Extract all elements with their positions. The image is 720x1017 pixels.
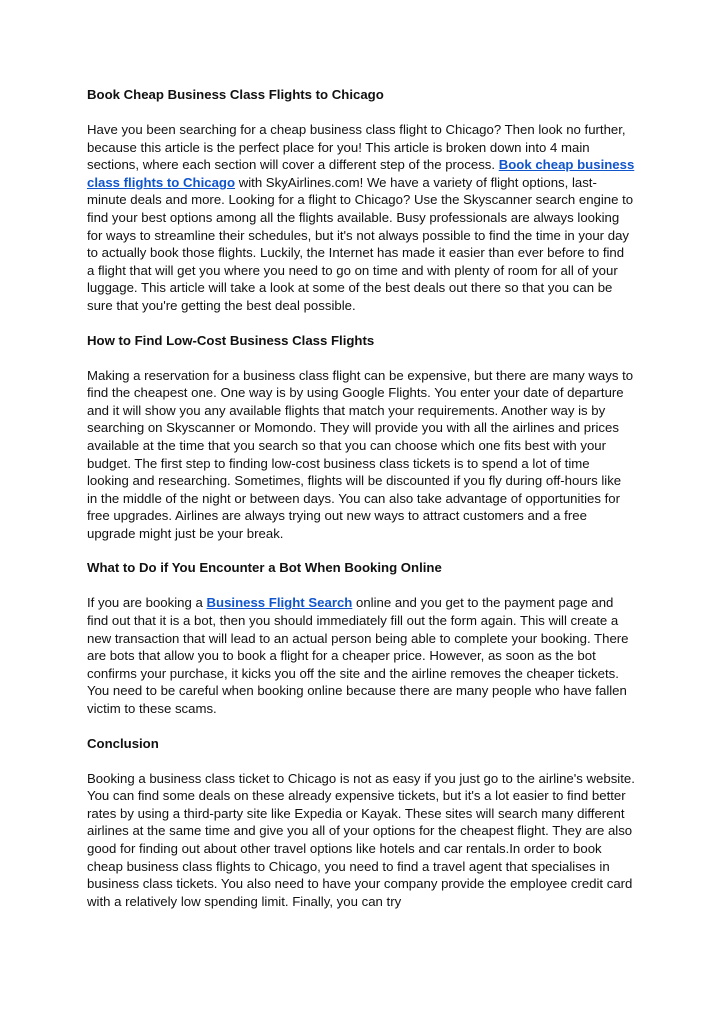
intro-paragraph [87, 121, 635, 315]
conclusion-heading: Conclusion [87, 735, 159, 751]
lowcost-heading: How to Find Low-Cost Business Class Flights [87, 332, 375, 348]
intro-text-2: with SkyAirlines.com! We have a variety of flight options, last-minute deals and more. Looking for a flight to Chicago? Use the Skyscanner search engine to find your best options among all the flights available. Busy professionals are always looking for ways to streamline their schedules, but it's not always possible to find the time in your day to actually book those flights. Luckily, the Internet has made it easier than ever before to find a flight that will get you where you need to go on time and with plenty of room for all of your luggage. This article will take a look at some of the best deals out there so that you can be sure that you're getting the best deal possible. [87, 174, 634, 313]
lowcost-paragraph: Making a reservation for a business class flight can be expensive, but there are many ways to find the cheapest one. One way is by using Google Flights. You enter your date of departure and it will show you any available flights that match your requirements. Another way is by searching on Skyscanner or Momondo. They will provide you with all the airlines and prices available at the time that you search so that you can choose which one fits best with your budget. The first step to finding low-cost business class tickets is to spend a lot of time looking and researching. Sometimes, flights will be discounted if you fly during off-hours like in the middle of the night or between days. You can also take advantage of opportunities for free upgrades. Airlines are always trying out new ways to attract customers and a free upgrade might just be your break. [87, 367, 634, 541]
book-cheap-flights-link[interactable]: Book cheap business class flights to Chicago [87, 157, 635, 190]
business-flight-search-link[interactable]: Business Flight Search [206, 595, 353, 611]
intro-text-1: Have you been searching for a cheap business class flight to Chicago? Then look no further, because this article is the perfect place for you! This article is broken down into 4 main sections, where each section will cover a different step of the process. [87, 122, 626, 173]
conclusion-paragraph: Booking a business class ticket to Chicago is not as easy if you just go to the airline's website. You can find some deals on these already expensive tickets, but it's a lot easier to find better rates by using a third-party site like Expedia or Kayak. These sites will search many different airlines at the same time and give you all of your options for the cheapest flight. They are also good for finding out about other travel options like hotels and car rentals.In order to book cheap business class flights to Chicago, you need to find a travel agent that specialises in business class tickets. You also need to have your company provide the employee credit card with a relatively low spending limit. Finally, you can try [87, 770, 635, 909]
document-page [87, 86, 635, 927]
bot-heading: What to Do if You Encounter a Bot When Booking Online [87, 560, 442, 576]
bot-paragraph [87, 594, 635, 717]
bot-text-1: If you are booking a [87, 595, 207, 611]
page-title: Book Cheap Business Class Flights to Chicago [87, 87, 384, 102]
bot-text-2: online and you get to the payment page and find out that it is a bot, then you should immediately fill out the form again. This will create a new transaction that will lead to an actual person being able to complete your booking. There are bots that allow you to book a flight for a cheaper price. However, as soon as the bot confirms your purchase, it kicks you off the site and the airline removes the cheaper tickets. You need to be careful when booking online because there are many people who have fallen victim to these scams. [87, 595, 629, 717]
